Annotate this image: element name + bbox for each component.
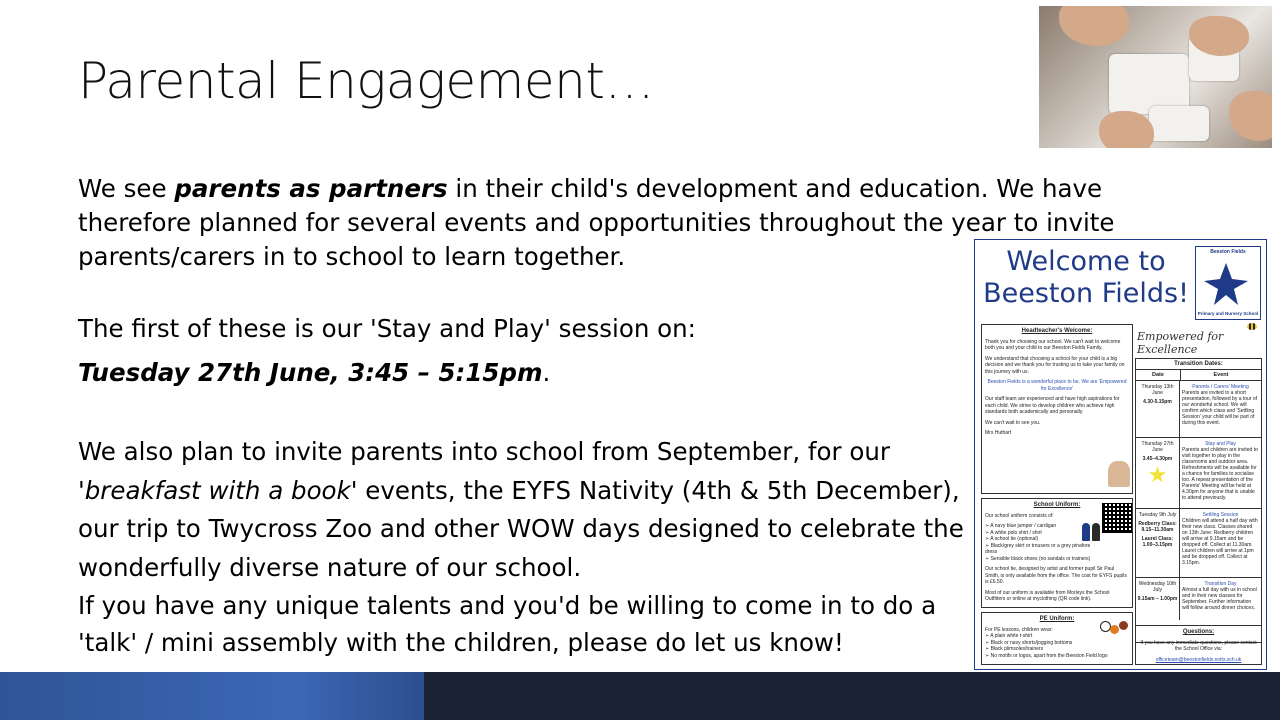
- motto: Empowered for Excellence: [1137, 330, 1224, 356]
- talents-paragraph: If you have any unique talents and you'd be willing to come in to do a 'talk' / mini assembly with the children, please do let us know!: [78, 591, 937, 657]
- office-email-link[interactable]: officeteam@beestonfields.notts.sch.uk: [1155, 656, 1242, 663]
- breakfast-with-a-book: breakfast with a book: [84, 475, 351, 505]
- pupils-icon: [1082, 521, 1102, 543]
- welcome-flyer: [974, 239, 1267, 670]
- stay-and-play-intro: The first of these is our 'Stay and Play' session on:: [78, 314, 696, 343]
- questions-box: Questions: If you have any immediate questions, please contact the School Office via: officeteam@beestonfields.notts.sch.uk: [1135, 625, 1262, 665]
- school-uniform-box: School Uniform: Our school uniform consists of: ➢ A navy blue jumper / cardigan ➢ A white polo shirt / shirt ➢ A school tie (optional) ➢ Black/grey skirt or trousers or a grey pinafore dress ➢ Sensible black shoes (no sandals or trainers) Our school tie, designed by artist and former pupil Sir Paul Smith, is only available from the office. The cost for EYFS pupils is £6.50. Most of our uniform is available from Morleys the School Outfitters or online at myclothing (QR code link).: [981, 498, 1133, 608]
- puzzle-hands-photo: [1039, 6, 1272, 148]
- star-icon: [1149, 466, 1167, 484]
- flyer-title: Welcome to Beeston Fields!: [983, 246, 1189, 309]
- headteacher-welcome-box: Headteacher's Welcome: Thank you for choosing our school. We can't wait to welcome both you and your child to our Beeston Fields Family. We understand that choosing a school for your child is a big decision and we thank you for trusting us to take your family on this journey with us. Beeston Fields is a wonderful place to be. We are 'Empowered for Excellence' Our staff team are experienced and have high aspirations for each child. We strive to develop children who achieve high standards both academically and personally. We can't wait to see you. Mrs Huthart: [981, 324, 1133, 494]
- partners-emphasis: parents as partners: [174, 174, 448, 203]
- bee-icon: [1247, 323, 1257, 330]
- sports-balls-icon: [1100, 621, 1130, 641]
- stay-and-play-date: Tuesday 27th June, 3:45 – 5:15pm.: [78, 358, 551, 387]
- september-events-paragraph: We also plan to invite parents into school from September, for our 'breakfast with a book' events, the EYFS Nativity (4th & 5th December), our trip to Twycross Zoo and other WOW days designed to celebrate the wonderfully diverse nature of our school.: [78, 437, 964, 582]
- table-row: Wednesday 10th July 9.15am – 1.00pm Transition Day Almost a full day with us in school and in their new classes for September. Further information will follow around dinner choices.: [1136, 578, 1261, 620]
- school-logo: Beeston Fields Primary and Nursery School: [1195, 246, 1261, 320]
- headteacher-photo: [1108, 461, 1130, 487]
- pe-uniform-box: PE Uniform: For PE lessons, children wear: ➢ A plain white t-shirt ➢ Black or navy shorts/jogging bottoms ➢ Black plimsoles/trainers ➢ No motifs or logos, apart from the Beeston Field logo: [981, 612, 1133, 665]
- qr-code: [1102, 503, 1132, 533]
- slide-title: Parental Engagement…: [78, 52, 654, 110]
- table-row: Tuesday 9th July Redberry Class: 9.15–11.30am Laurel Class: 1.00–3.15pm Settling Session Children will attend a half day with their new class. Classes shared on 13th June: Redberry children will arrive at 9.15am and be dropped off. Collect at 11.30am. Laurel children will arrive at 1pm and be dropped off. Collect at 3.15pm.: [1136, 509, 1261, 578]
- star-figure-icon: [1196, 259, 1260, 309]
- partners-paragraph: We see parents as partners in their child's development and education. We have therefore planned for several events and opportunities throughout the year to invite parents/carers in to school to learn together.: [78, 174, 1115, 271]
- table-row: Thursday 13th June 4.30-5.15pm Parents / Carers' Meeting Parents are invited to a short presentation, followed by a tour of our wonderful school. We will confirm which class and 'Settling Session' your child will be part of during this event.: [1136, 381, 1261, 438]
- footer-bar-accent: [0, 672, 424, 720]
- table-row: Thursday 27th June 3.45–4.30pm Stay and Play Parents and children are invited to visit together to play in the classrooms and outdoor area. Refreshments will be available for a chance for families to socialise too. A repeat presentation of the Parents' Meeting will be held at 4.30pm for anyone that is unable to attend previously.: [1136, 438, 1261, 509]
- transition-dates-table: Transition Dates: Date Event Thursday 13th June 4.30-5.15pm Parents / Carers' Meeting Parents are invited to a short presentation, followed by a tour of our wonderful school. We will confirm which class and 'Settling Session' your child will be part of during this event. Thursday 27th June 3.45–4.30pm Stay and Play Parents and children are invited to visit together to play in the classrooms and outdoor area. Refreshments will be available for a chance for families to socialise too. A repeat presentation of the Parents' Meeting will be held at 4.30pm for anyone that is unable to attend previously. Tuesday 9th July Redberry Class: 9.15–11.30am Laurel Class: 1.00–3.15pm Settling Session Children will attend a half day with their new class. Classes shared on 13th June: Redberry children will arrive at 9.15am and be dropped off. Collect at 11.30am. Laurel children will arrive at 1pm and be dropped off. Collect at 3.15pm. Wednesday 10th July 9.15am – 1.00pm Transition Day Almost a full day with us in school and in their new classes for September. Further information will follow around dinner choices.: [1135, 358, 1262, 643]
- footer-bar: [424, 672, 1280, 720]
